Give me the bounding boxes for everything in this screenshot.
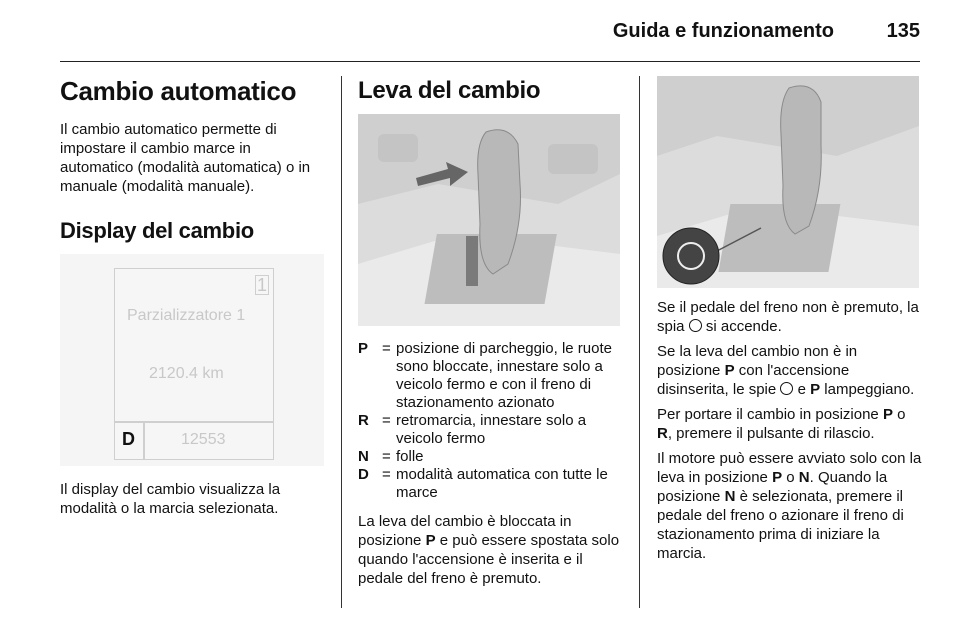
text-key: P <box>425 532 436 549</box>
def-value: modalità automatica con tutte le marce <box>396 466 608 501</box>
def-key: P <box>358 340 369 357</box>
display-corner-indicator: 1 <box>256 275 267 295</box>
text-run: Per portare il cambio in posizione <box>657 406 879 423</box>
section-heading: Leva del cambio <box>358 77 541 104</box>
page-header <box>60 0 920 62</box>
display-label: Parzializzatore 1 <box>127 307 246 324</box>
column-1 <box>60 76 328 518</box>
text-run: Se la leva del cambio non è in posizione <box>657 343 858 379</box>
text-key: P <box>882 406 893 423</box>
text-run: . Quando la posizione <box>657 469 888 505</box>
list-item <box>358 412 624 448</box>
def-value: retromarcia, innestare solo a veicolo fermo <box>396 412 587 447</box>
def-eq: = <box>382 412 391 429</box>
def-value: posizione di parcheggio, le ruote sono bloccate, innestare solo a veicolo fermo e con il freno di stazionamento azionato <box>396 340 612 411</box>
gear-lever-illustration <box>358 114 620 326</box>
text-run: lampeggiano. <box>824 381 915 398</box>
release-button-photo <box>657 76 919 288</box>
list-item <box>358 448 624 466</box>
display-caption: Il display del cambio visualizza la modalità o la marcia selezionata. <box>60 481 281 517</box>
def-eq: = <box>382 448 391 465</box>
display-km: 2120.4 km <box>149 365 224 382</box>
list-item <box>358 466 624 502</box>
text-run: si accende. <box>705 318 782 335</box>
text-run: o <box>897 406 906 423</box>
gear-position-list <box>358 340 624 502</box>
column-divider <box>341 76 342 608</box>
section-heading: Cambio automatico <box>60 76 297 106</box>
text-run: Il motore può essere avviato solo con la leva in posizione <box>657 450 922 486</box>
def-key: R <box>358 412 369 429</box>
paragraph <box>657 405 923 443</box>
text-key: P <box>724 362 735 379</box>
gear-display-illustration <box>60 254 324 466</box>
text-run: e <box>797 381 806 398</box>
display-gear: D <box>122 429 135 449</box>
paragraph <box>657 342 923 399</box>
def-eq: = <box>382 466 391 483</box>
intro-paragraph: Il cambio automatico permette di impostare il cambio marce in automatico (modalità automatica) o in manuale (modalità manuale). <box>60 121 311 195</box>
text-key: N <box>724 488 736 505</box>
page-number: 135 <box>886 20 920 42</box>
def-key: N <box>358 448 369 465</box>
text-run: , premere il pulsante di rilascio. <box>667 425 875 442</box>
display-odometer: 12553 <box>181 431 226 448</box>
lever-lock-paragraph <box>358 512 624 588</box>
paragraph <box>657 449 923 563</box>
text-key: P <box>810 381 821 398</box>
display-separator <box>143 421 145 459</box>
def-eq: = <box>382 340 391 357</box>
text-run: Se il pedale del freno non è premuto, la spia <box>657 299 919 335</box>
gear-lever-illustration <box>657 76 919 288</box>
text-key: P <box>772 469 783 486</box>
def-key: D <box>358 466 369 483</box>
header-title: Guida e funzionamento <box>612 20 834 42</box>
column-3 <box>657 76 923 569</box>
text-run: o <box>786 469 795 486</box>
text-run: è selezionata, premere il pedale del freno o azionare il freno di stazionamento prima di iniziare la marcia. <box>657 488 904 562</box>
column-2 <box>358 76 624 588</box>
gear-lever-photo <box>358 114 620 326</box>
brake-warning-icon <box>780 382 793 395</box>
text-run: e può essere spostata solo quando l'accensione è inserita e il pedale del freno è premuto. <box>358 532 620 587</box>
text-key: R <box>657 425 668 442</box>
column-divider <box>639 76 640 608</box>
text-key: N <box>798 469 810 486</box>
display-panel <box>114 268 274 460</box>
list-item <box>358 340 624 412</box>
brake-warning-icon <box>689 319 702 332</box>
display-separator <box>115 421 273 423</box>
text-run: con l'accensione disinserita, le spie <box>657 362 850 398</box>
def-value: folle <box>396 448 424 465</box>
paragraph <box>657 298 923 336</box>
subsection-heading: Display del cambio <box>60 218 254 243</box>
text-run: La leva del cambio è bloccata in posizione <box>358 513 572 549</box>
